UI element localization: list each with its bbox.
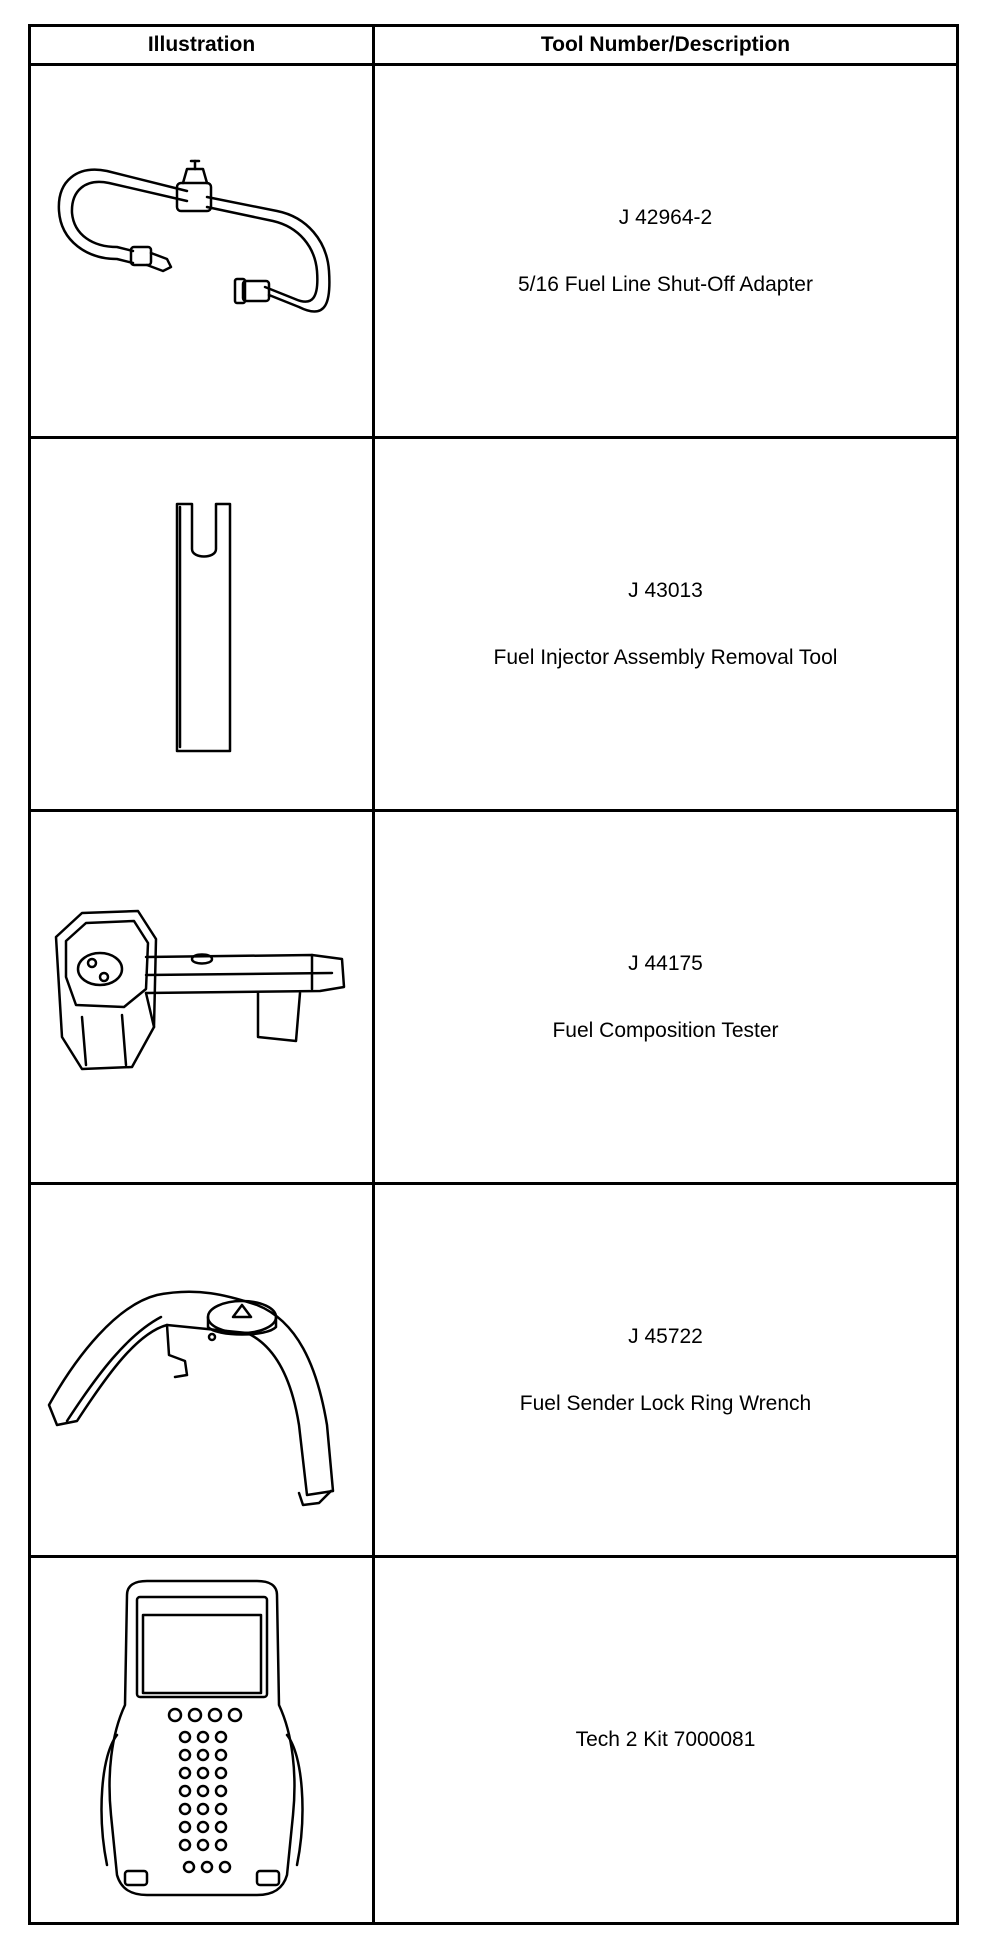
description-cell — [374, 1557, 958, 1924]
tool-number: J 42964-2 — [618, 205, 713, 229]
illustration-header: Illustration — [30, 26, 374, 65]
tool-description: Fuel Composition Tester — [552, 1019, 779, 1042]
tool-number: J 43013 — [628, 578, 703, 602]
fuel-composition-tester-icon — [42, 897, 362, 1097]
illustration-cell — [30, 65, 374, 438]
tool-description: Fuel Sender Lock Ring Wrench — [519, 1392, 812, 1415]
tool-description: 5/16 Fuel Line Shut-Off Adapter — [518, 273, 813, 296]
illustration-cell — [30, 811, 374, 1184]
header-row — [30, 26, 958, 65]
tool-number: J 44175 — [628, 951, 703, 975]
tool-number: J 45722 — [628, 1324, 703, 1348]
illustration-cell — [30, 1184, 374, 1557]
table-row — [30, 65, 958, 438]
fuel-line-adapter-icon — [37, 131, 367, 371]
table-row — [30, 1184, 958, 1557]
tool-description: Tech 2 Kit 7000081 — [575, 1728, 756, 1752]
description-cell — [374, 1184, 958, 1557]
table-row — [30, 438, 958, 811]
tool-description-header: Tool Number/Description — [374, 26, 958, 65]
lock-ring-wrench-icon — [37, 1225, 367, 1515]
description-cell — [374, 65, 958, 438]
table-row — [30, 1557, 958, 1924]
tool-table — [28, 24, 959, 1925]
table-row — [30, 811, 958, 1184]
description-cell — [374, 438, 958, 811]
injector-removal-tool-icon — [142, 489, 262, 759]
illustration-cell — [30, 1557, 374, 1924]
illustration-cell — [30, 438, 374, 811]
tool-description: Fuel Injector Assembly Removal Tool — [493, 646, 838, 669]
tech2-scanner-icon — [97, 1575, 307, 1905]
description-cell — [374, 811, 958, 1184]
